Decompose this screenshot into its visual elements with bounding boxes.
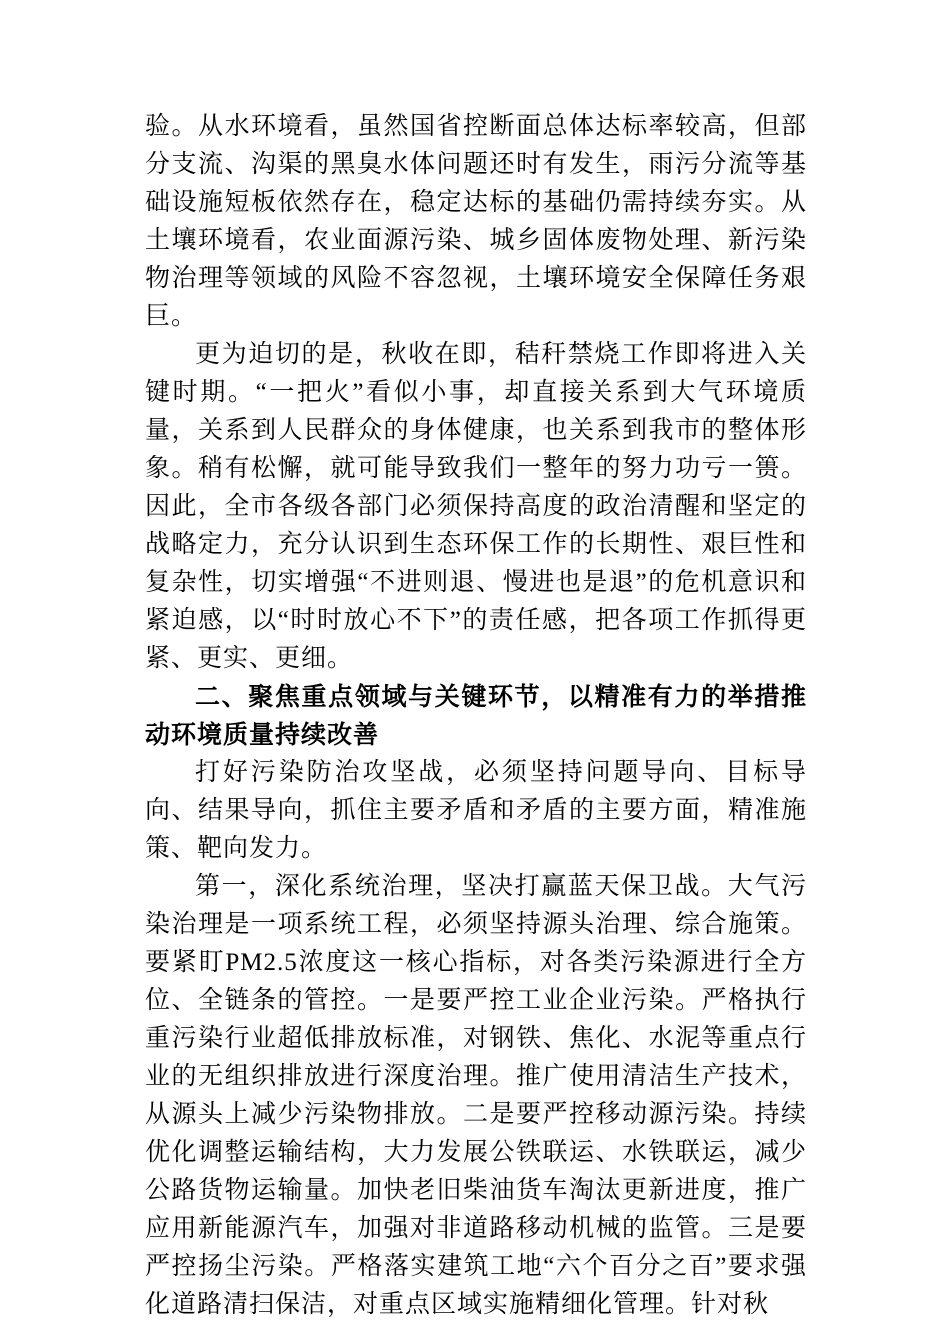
section-heading-2: 二、聚焦重点领域与关键环节，以精准有力的举措推动环境质量持续改善 — [145, 683, 807, 749]
document-content — [145, 108, 807, 1324]
paragraph-urgency: 更为迫切的是，秋收在即，秸秆禁烧工作即将进入关键时期。“一把火”看似小事，却直接关系到大气环境质量，关系到人民群众的身体健康，也关系到我市的整体形象。稍有松懈，就可能导致我们一整年的努力功亏一篑。因此，全市各级各部门必须保持高度的政治清醒和坚定的战略定力，充分认识到生态环保工作的长期性、艰巨性和复杂性，切实增强“不进则退、慢进也是退”的危机意识和紧迫感，以“时时放心不下”的责任感，把各项工作抓得更紧、更实、更细。 — [145, 341, 807, 672]
paragraph-strategy: 打好污染防治攻坚战，必须坚持问题导向、目标导向、结果导向，抓住主要矛盾和矛盾的主要方面，精准施策、靶向发力。 — [145, 759, 807, 862]
paragraph-env-status: 验。从水环境看，虽然国省控断面总体达标率较高，但部分支流、沟渠的黑臭水体问题还时有发生，雨污分流等基础设施短板依然存在，稳定达标的基础仍需持续夯实。从土壤环境看，农业面源污染、城乡固体废物处理、新污染物治理等领域的风险不容忽视，土壤环境安全保障任务艰巨。 — [145, 113, 807, 330]
paragraph-blue-sky: 第一，深化系统治理，坚决打赢蓝天保卫战。大气污染治理是一项系统工程，必须坚持源头治理、综合施策。要紧盯PM2.5浓度这一核心指标，对各类污染源进行全方位、全链条的管控。一是要严控工业企业污染。严格执行重污染行业超低排放标准，对钢铁、焦化、水泥等重点行业的无组织排放进行深度治理。推广使用清洁生产技术，从源头上减少污染物排放。二是要严控移动源污染。持续优化调整运输结构，大力发展公铁联运、水铁联运，减少公路货物运输量。加快老旧柴油货车淘汰更新进度，推广应用新能源汽车，加强对非道路移动机械的监管。三是要严控扬尘污染。严格落实建筑工地“六个百分之百”要求强化道路清扫保洁，对重点区域实施精细化管理。针对秋 — [145, 873, 807, 1318]
